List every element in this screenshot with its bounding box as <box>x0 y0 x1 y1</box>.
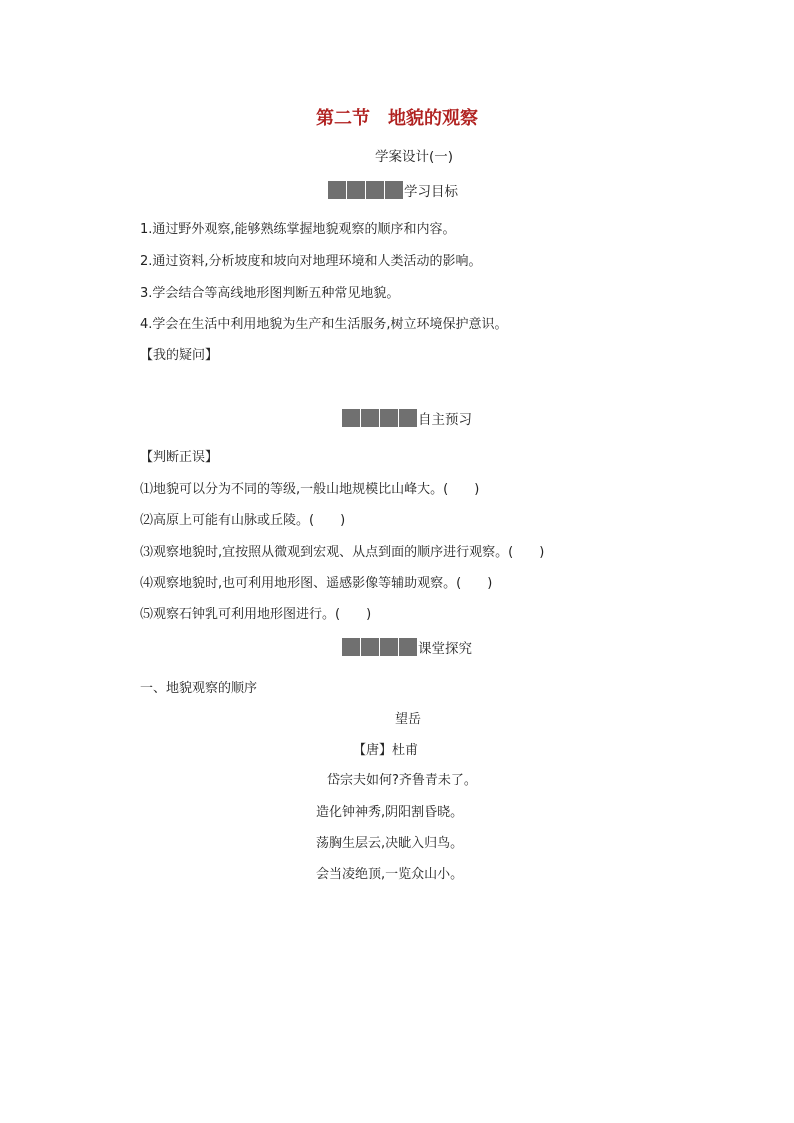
section-heading-preview <box>342 408 472 428</box>
section-marker <box>328 181 403 199</box>
goal-item: 1.通过野外观察,能够熟练掌握地貌观察的顺序和内容。 <box>140 222 456 237</box>
goal-item: 2.通过资料,分析坡度和坡向对地理环境和人类活动的影响。 <box>140 254 482 269</box>
judge-item: ⑴地貌可以分为不同的等级,一般山地规模比山峰大。( ) <box>140 482 480 497</box>
poem-author: 【唐】杜甫 <box>353 743 419 758</box>
judge-item: ⑸观察石钟乳可利用地形图进行。( ) <box>140 607 372 622</box>
page-subtitle: 学案设计(一) <box>375 149 454 165</box>
poem-line: 荡胸生层云,决眦入归鸟。 <box>316 836 464 851</box>
my-questions-heading: 【我的疑问】 <box>140 348 219 363</box>
poem-line: 会当凌绝顶,一览众山小。 <box>316 867 464 882</box>
page-title: 第二节 地貌的观察 <box>316 108 478 129</box>
section-marker <box>342 638 417 656</box>
part-one-heading: 一、地貌观察的顺序 <box>140 681 258 696</box>
judge-item: ⑷观察地貌时,也可利用地形图、遥感影像等辅助观察。( ) <box>140 576 493 591</box>
section-marker <box>342 409 417 427</box>
section-label: 学习目标 <box>404 184 458 200</box>
section-label: 课堂探究 <box>418 641 472 657</box>
poem-title: 望岳 <box>395 712 422 727</box>
judge-item: ⑵高原上可能有山脉或丘陵。( ) <box>140 513 346 528</box>
section-heading-explore <box>342 637 472 657</box>
section-label: 自主预习 <box>418 412 472 428</box>
goal-item: 4.学会在生活中利用地貌为生产和生活服务,树立环境保护意识。 <box>140 317 508 332</box>
poem-line: 造化钟神秀,阴阳割昏晓。 <box>316 805 464 820</box>
judge-item: ⑶观察地貌时,宜按照从微观到宏观、从点到面的顺序进行观察。( ) <box>140 545 545 560</box>
poem-line: 岱宗夫如何?齐鲁青未了。 <box>327 773 477 788</box>
goal-item: 3.学会结合等高线地形图判断五种常见地貌。 <box>140 286 400 301</box>
section-heading-goals <box>328 180 458 200</box>
judge-heading: 【判断正误】 <box>140 450 219 465</box>
